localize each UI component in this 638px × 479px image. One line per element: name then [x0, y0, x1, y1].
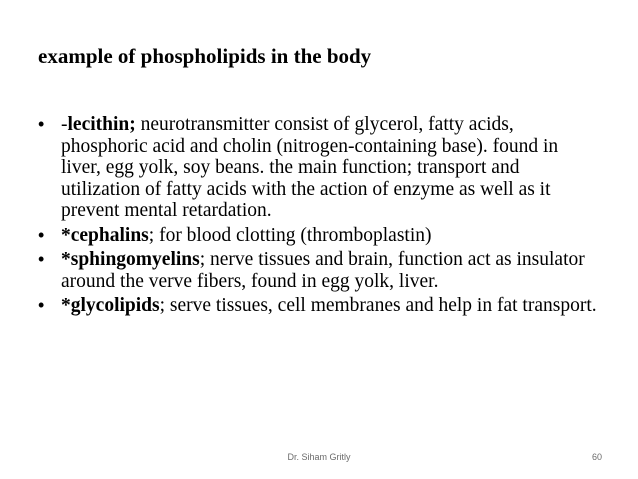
bullet-text: ; nerve tissues and brain, function act as insulator around the verve fibers, found in egg yolk, liver. — [61, 249, 585, 292]
bullet-text: neurotransmitter consist of glycerol, fatty acids, phosphoric acid and cholin (nitrogen-containing base). found in liver, egg yolk, soy beans. the main function; transport and utilization of fatty acids with the action of enzyme as well as it prevent mental retardation. — [61, 114, 559, 221]
bullet-term: *sphingomyelins — [61, 249, 200, 270]
bullet-text: ; serve tissues, cell membranes and help in fat transport. — [159, 295, 597, 316]
bullet-dot-icon: • — [38, 249, 45, 269]
page-number: 60 — [591, 452, 602, 462]
bullet-term: *cephalins — [61, 224, 149, 246]
bullet-item-sphingomyelins — [38, 249, 598, 292]
bullet-item-glycolipids — [38, 295, 598, 317]
bullet-dot-icon: • — [38, 224, 45, 245]
bullet-text: ; for blood clotting (thromboplastin) — [148, 224, 432, 246]
bullet-item-lecithin — [38, 114, 598, 222]
bullet-prefix: - — [61, 114, 68, 135]
bullet-dot-icon: • — [38, 114, 45, 134]
bullet-term: lecithin; — [67, 114, 136, 135]
slide-title: example of phospholipids in the body — [38, 44, 372, 68]
bullet-term: *glycolipids — [61, 295, 160, 316]
bullet-list — [38, 114, 598, 320]
footer-author: Dr. Siham Gritly — [287, 452, 351, 462]
bullet-dot-icon: • — [38, 295, 45, 315]
bullet-item-cephalins — [38, 225, 598, 247]
